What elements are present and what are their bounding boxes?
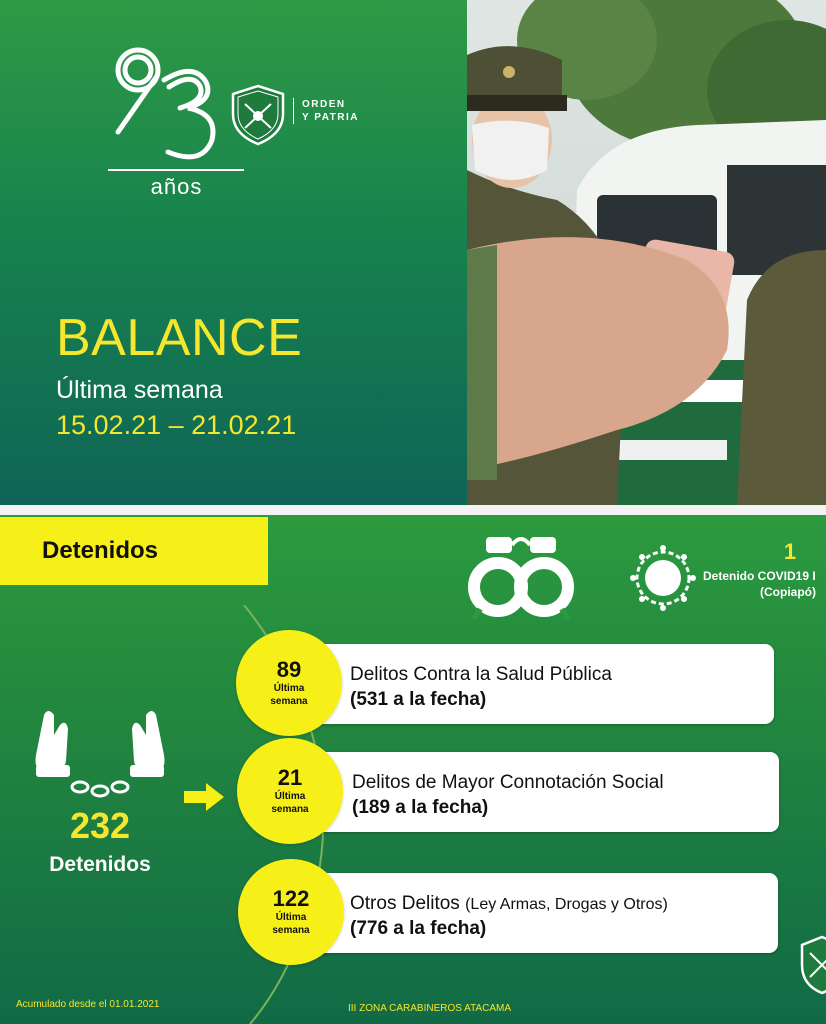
- officer-photo-illustration: [467, 0, 826, 505]
- week-label-2: semana: [272, 925, 310, 936]
- handcuffs-icon: [466, 531, 576, 623]
- category-card-other: [300, 873, 778, 953]
- page-subtitle: Última semana: [56, 376, 223, 404]
- cover-slide: [0, 0, 826, 505]
- covid-detainee-label: Detenido COVID19 I: [703, 569, 816, 583]
- covid-detainee-count: 1: [783, 539, 797, 564]
- page-title: BALANCE: [56, 309, 303, 367]
- section-tag: [0, 517, 268, 585]
- week-count: 122: [272, 886, 310, 911]
- carabineros-crest-icon: [800, 935, 826, 995]
- week-count-badge: [236, 630, 342, 736]
- motto-line1: ORDEN: [302, 99, 346, 110]
- category-name: Delitos Contra la Salud Pública: [350, 664, 612, 685]
- detainees-slide: [0, 515, 826, 1024]
- slide-separator: [0, 505, 826, 515]
- category-card-major-social: [302, 752, 779, 832]
- week-label-1: Última: [273, 683, 305, 694]
- week-label-1: Última: [275, 912, 307, 923]
- total-detainees-count: 232: [69, 805, 131, 846]
- category-to-date: (531 a la fecha): [350, 689, 487, 710]
- covid-detainee-location: (Copiapó): [760, 585, 816, 599]
- week-label-2: semana: [271, 804, 309, 815]
- motto: [293, 98, 359, 124]
- category-to-date: (776 a la fecha): [350, 918, 487, 939]
- footer-zone-label: III ZONA CARABINEROS ATACAMA: [348, 1003, 511, 1014]
- handcuffed-hands-icon: [30, 705, 170, 801]
- week-count: 89: [276, 657, 302, 682]
- category-name: Delitos de Mayor Connotación Social: [352, 772, 664, 793]
- category-to-date: (189 a la fecha): [352, 797, 489, 818]
- category-card-public-health: [300, 644, 774, 724]
- virus-icon: [630, 545, 696, 611]
- total-detainees-label: Detenidos: [49, 853, 151, 876]
- week-count-badge: [238, 859, 344, 965]
- category-name: Otros Delitos (Ley Armas, Drogas y Otros): [350, 893, 668, 914]
- anniversary-word: años: [150, 174, 203, 199]
- week-count-badge: [237, 738, 343, 844]
- carabineros-crest-icon: [227, 84, 289, 146]
- category-name-detail: (Ley Armas, Drogas y Otros): [465, 896, 668, 913]
- officer-photo: [467, 0, 826, 505]
- motto-line2: Y PATRIA: [302, 112, 360, 123]
- week-label-2: semana: [270, 696, 308, 707]
- footer-accumulated-note: Acumulado desde el 01.01.2021: [16, 999, 160, 1010]
- section-tag-label: Detenidos: [42, 537, 159, 564]
- week-count: 21: [277, 765, 303, 790]
- week-label-1: Última: [274, 791, 306, 802]
- date-range: 15.02.21 – 21.02.21: [56, 410, 297, 440]
